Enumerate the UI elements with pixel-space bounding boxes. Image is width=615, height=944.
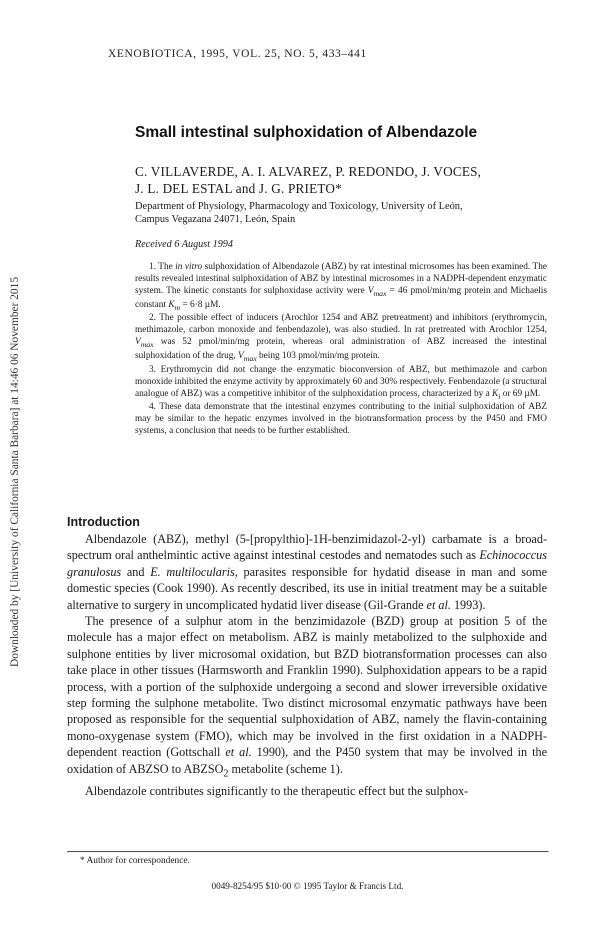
vmax-symbol: $V_{max}$: [135, 337, 154, 350]
received-date: Received 6 August 1994: [135, 239, 233, 250]
affiliation-line: Department of Physiology, Pharmacology and Toxicology, University of León,: [135, 201, 463, 212]
abstract-paragraph: 1. The in vitro sulphoxidation of Albendazole (ABZ) by rat intestinal microsomes has been examined. The results revealed intestinal sulphoxidation of ABZ by intestinal microsomes in a NADPH-dependent enzymatic system. The kinetic constants for sulphoxidase activity were $V_{max} = 46$ pmol/min/mg protein and Michaelis constant $K_m = 6\cdot 8$ µM.: [135, 262, 547, 312]
journal-header: XENOBIOTICA, 1995, VOL. 25, NO. 5, 433–441: [108, 48, 367, 60]
footnote: * Author for correspondence.: [80, 856, 190, 866]
section-heading-introduction: Introduction: [67, 515, 140, 529]
km-symbol: $K_m$: [168, 299, 181, 312]
vmax-symbol: $V_{max}$: [238, 350, 257, 363]
body-paragraph: Albendazole (ABZ), methyl (5-[propylthio]-1H-benzimidazol-2-yl) carbamate is a broad-spectrum oral anthelmintic active against intestinal cestodes and nematodes such as Echinococcus granulosus and E. multilocularis, parasites responsible for hydatid disease in man and some domestic species (Cook 1990). As recently described, its use in initial treatment may be a suitable alternative to surgery in uncomplicated hydatid liver disease (Gil-Grande et al. 1993).: [67, 532, 547, 612]
download-note: Downloaded by [University of California Santa Barbara] at 14:46 06 November 2015: [9, 276, 21, 668]
vmax-symbol: $V_{max}$: [367, 285, 387, 298]
affiliation: [135, 200, 555, 226]
copyright-footer: 0049-8254/95 $10·00 © 1995 Taylor & Francis Ltd.: [211, 881, 404, 891]
body-paragraph: The presence of a sulphur atom in the benzimidazole (BZD) group at position 5 of the molecule has a major effect on metabolism. ABZ is mainly metabolized to the sulphoxide and sulphone entities by liver microsomal oxidation, but BZD biotransformation processes can also take place in other tissues (Harmsworth and Franklin 1990). Sulphoxidation appears to be a rapid process, with a portion of the sulphoxide undergoing a second and slower irreversible oxidative step forming the sulphone metabolite. Two distinct microsomal enzymatic pathways have been proposed as responsible for the sequential sulphoxidation of ABZ, namely the flavin-containing mono-oxygenase system (FMO), which may be involved in the first oxidation in a NADPH-dependent reaction (Gottschall et al. 1990), and the P450 system that may be involved in the oxidation of ABZSO to $ABZSO_2$ metabolite (scheme 1).: [67, 614, 547, 780]
introduction-body: [67, 531, 547, 799]
abstract-paragraph: 3. Erythromycin did not change the enzymatic bioconversion of ABZ, but methimazole and carbon monoxide inhibited the enzyme activity by approximately 60 and 30% respectively. Fenbendazole (a structural analogue of ABZ) was a competitive inhibitor of the sulphoxidation process, characterized by a $K_i$ or 69 µM.: [135, 364, 547, 401]
author-line: J. L. DEL ESTAL and J. G. PRIETO*: [135, 181, 342, 196]
author-line: C. VILLAVERDE, A. I. ALVAREZ, P. REDONDO, J. VOCES,: [135, 164, 482, 179]
ki-symbol: $K_i$: [492, 388, 501, 401]
affiliation-line: Campus Vegazana 24071, León, Spain: [135, 214, 296, 225]
author-list: [135, 163, 555, 197]
article-title: Small intestinal sulphoxidation of Albendazole: [135, 124, 478, 141]
footnote-rule: [67, 851, 549, 853]
abstract-paragraph: 2. The possible effect of inducers (Arochlor 1254 and ABZ pretreatment) and inhibitors (erythromycin, methimazole, carbon monoxide and fenbendazole), was also studied. In rat pretreated with Arochlor 1254, $V_{max}$ was 52 pmol/min/mg protein, whereas oral administration of ABZ increased the intestinal sulphoxidation of the drug, $V_{max}$ being 103 pmol/min/mg protein.: [135, 313, 547, 363]
body-paragraph: Albendazole contributes significantly to the therapeutic effect but the sulphox-: [85, 783, 469, 798]
download-watermark: [0, 0, 30, 944]
abstract: [135, 262, 547, 438]
abstract-paragraph: 4. These data demonstrate that the intestinal enzymes contributing to the initial sulphoxidation of ABZ may be similar to the hepatic enzymes involved in the biotransformation process by the P450 and FMO systems, a conclusion that needs to be further established.: [135, 402, 547, 437]
